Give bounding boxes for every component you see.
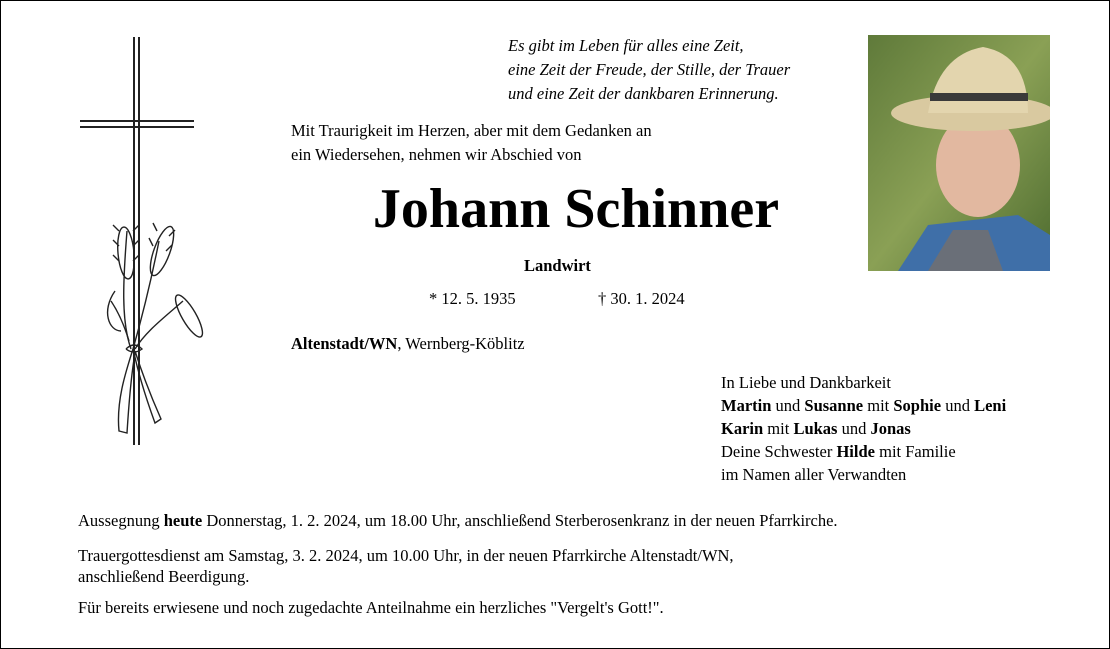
mourners-line bbox=[721, 417, 1006, 440]
connector: und bbox=[941, 396, 975, 415]
mourner-name: Martin bbox=[721, 396, 772, 415]
mourner-name: Hilde bbox=[836, 442, 875, 461]
blessing-info bbox=[78, 511, 838, 531]
mourners-line: im Namen aller Verwandten bbox=[721, 465, 907, 484]
mourner-name: Leni bbox=[974, 396, 1007, 415]
location-rest: , Wernberg-Köblitz bbox=[397, 334, 525, 353]
death-date: † 30. 1. 2024 bbox=[598, 289, 685, 308]
location-town: Altenstadt/WN bbox=[291, 334, 398, 353]
mourner-name: Sophie bbox=[893, 396, 942, 415]
quote bbox=[508, 34, 790, 106]
quote-line: Es gibt im Leben für alles eine Zeit, bbox=[508, 36, 744, 55]
occupation: Landwirt bbox=[524, 256, 591, 275]
connector: Deine Schwester bbox=[721, 442, 837, 461]
connector: mit bbox=[763, 419, 794, 438]
mourners bbox=[721, 371, 1006, 486]
connector: und bbox=[837, 419, 871, 438]
intro-text bbox=[291, 119, 652, 167]
mourner-name: Jonas bbox=[870, 419, 911, 438]
cross-with-wheat-icon bbox=[71, 31, 221, 451]
mourners-line bbox=[721, 440, 1006, 463]
mourner-name: Lukas bbox=[793, 419, 838, 438]
location bbox=[291, 334, 525, 354]
mourner-name: Karin bbox=[721, 419, 764, 438]
funeral-mass-info bbox=[78, 545, 734, 587]
connector: mit Familie bbox=[874, 442, 956, 461]
connector: mit bbox=[863, 396, 894, 415]
text: Aussegnung bbox=[78, 511, 164, 530]
mourner-name: Susanne bbox=[804, 396, 864, 415]
mourners-line bbox=[721, 394, 1006, 417]
birth-date: * 12. 5. 1935 bbox=[429, 289, 516, 308]
quote-line: eine Zeit der Freude, der Stille, der Trauer bbox=[508, 60, 791, 79]
connector: und bbox=[771, 396, 805, 415]
thanks-text: Für bereits erwiesene und noch zugedachte Anteilnahme ein herzliches "Vergelt's Gott!". bbox=[78, 598, 664, 617]
text: Donnerstag, 1. 2. 2024, um 18.00 Uhr, anschließend Sterberosenkranz in der neuen Pfarrkirche. bbox=[202, 511, 838, 530]
intro-line: ein Wiedersehen, nehmen wir Abschied von bbox=[291, 145, 582, 164]
quote-line: und eine Zeit der dankbaren Erinnerung. bbox=[508, 84, 779, 103]
text-line: Trauergottesdienst am Samstag, 3. 2. 2024, um 10.00 Uhr, in der neuen Pfarrkirche Altenstadt/WN, bbox=[78, 546, 734, 565]
mourners-line: In Liebe und Dankbarkeit bbox=[721, 373, 891, 392]
text-bold: heute bbox=[163, 511, 203, 530]
intro-line: Mit Traurigkeit im Herzen, aber mit dem Gedanken an bbox=[291, 121, 652, 140]
text-line: anschließend Beerdigung. bbox=[78, 567, 250, 586]
deceased-name: Johann Schinner bbox=[372, 178, 780, 240]
